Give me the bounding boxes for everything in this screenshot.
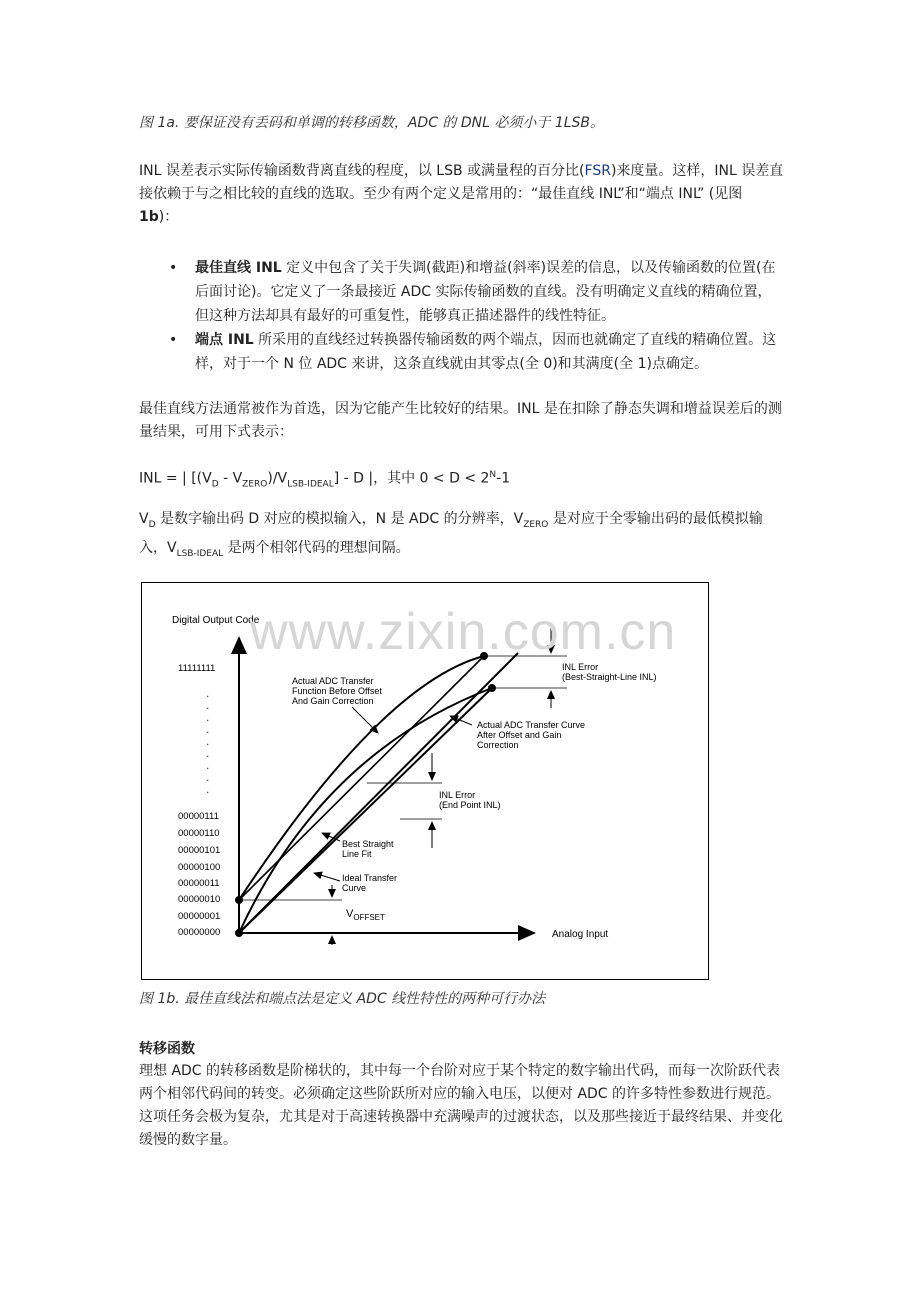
paragraph-inl-intro bbox=[139, 160, 784, 229]
code-label: 00000101 bbox=[178, 845, 221, 856]
formula-part: -1 bbox=[496, 470, 511, 487]
label-inl-bsl bbox=[562, 662, 657, 682]
code-label-top: 11111111 bbox=[178, 663, 216, 674]
svg-text:.: . bbox=[206, 686, 210, 700]
formula-sup: N bbox=[489, 470, 497, 480]
formula-sub: D bbox=[211, 479, 219, 490]
para1-text-c: )： bbox=[158, 209, 179, 225]
voffset-sub: OFFSET bbox=[353, 913, 385, 922]
label-line: Correction bbox=[477, 740, 519, 750]
voffset-label bbox=[346, 908, 385, 922]
label-line: INL Error bbox=[439, 790, 476, 800]
label-line: And Gain Correction bbox=[292, 696, 374, 706]
code-label: 00000100 bbox=[178, 862, 221, 873]
svg-text:.: . bbox=[206, 698, 210, 712]
bullet-icon: • bbox=[169, 332, 178, 348]
formula-sub: LSB-IDEAL bbox=[287, 479, 334, 490]
label-line: (Best-Straight-Line INL) bbox=[562, 672, 657, 682]
list-item bbox=[139, 328, 784, 376]
label-line: Actual ADC Transfer Curve bbox=[477, 720, 586, 730]
bullet-term: 最佳直线 INL bbox=[195, 260, 282, 276]
pointer-arrow bbox=[352, 707, 378, 733]
label-line: Curve bbox=[342, 883, 367, 893]
label-line: Ideal Transfer bbox=[342, 873, 398, 883]
section-heading: 转移函数 bbox=[139, 1041, 195, 1057]
label-inl-ep bbox=[439, 790, 501, 810]
code-label: 00000111 bbox=[178, 811, 219, 822]
var-part: 是对应于全零输出码的最低模拟输入，V bbox=[139, 511, 763, 556]
para1-text-b: )来度量。这样，INL 误差直接依赖于与之相比较的直线的选取。至少有两个定义是常用的：“最佳直线 INL”和“端点 INL” (见图 bbox=[139, 163, 784, 202]
code-label: 00000000 bbox=[178, 927, 221, 938]
svg-text:.: . bbox=[206, 770, 210, 784]
x-axis-title: Analog Input bbox=[552, 929, 609, 940]
figure-reference: 1b bbox=[139, 209, 159, 225]
label-line: (End Point INL) bbox=[439, 800, 501, 810]
label-line: Best Straight bbox=[342, 839, 394, 849]
label-actual-before bbox=[292, 676, 382, 706]
formula-part: INL = | [(V bbox=[139, 470, 212, 487]
code-label: 00000110 bbox=[178, 828, 220, 839]
svg-text:.: . bbox=[206, 758, 210, 772]
formula-part: ] - D |，其中 0 < D < 2 bbox=[333, 470, 490, 487]
bullet-text: 定义中包含了关于失调(截距)和增益(斜率)误差的信息，以及传输函数的位置(在后面讨论)。它定义了一条最接近 ADC 实际传输函数的直线。没有明确定义直线的精确位置，但这种方法却具有最好的可重复性，能够真正描述器件的线性特征。 bbox=[195, 260, 776, 324]
formula-sub: ZERO bbox=[242, 479, 268, 490]
bullet-term: 端点 INL bbox=[195, 332, 254, 348]
label-actual-after bbox=[477, 720, 585, 750]
label-line: After Offset and Gain bbox=[477, 730, 562, 740]
code-labels bbox=[178, 811, 220, 938]
label-line: Actual ADC Transfer bbox=[292, 676, 374, 686]
zero-point-marker bbox=[235, 929, 243, 937]
definition-list bbox=[139, 256, 784, 376]
formula-part: - V bbox=[218, 470, 243, 487]
y-axis-title: Digital Output Code bbox=[172, 615, 260, 626]
axis-dots bbox=[206, 686, 209, 796]
best-straight-line bbox=[239, 688, 492, 933]
label-best-line bbox=[342, 839, 394, 859]
para1-text-a: INL 误差表示实际传输函数背离直线的程度，以 LSB 或满量程的百分比( bbox=[139, 163, 585, 179]
code-label: 00000010 bbox=[178, 894, 221, 905]
var-sub: LSB-IDEAL bbox=[176, 548, 224, 559]
inl-formula bbox=[139, 464, 784, 496]
paragraph-variables bbox=[139, 508, 784, 566]
code-label: 00000011 bbox=[178, 878, 220, 889]
label-line: Function Before Offset bbox=[292, 686, 382, 696]
fsr-term: FSR bbox=[584, 163, 611, 179]
formula-part: )/V bbox=[267, 470, 288, 487]
watermark: www.zixin.com.cn bbox=[250, 603, 677, 661]
pointer-arrow bbox=[314, 873, 340, 881]
label-ideal-curve bbox=[342, 873, 397, 893]
code-label: 00000001 bbox=[178, 911, 221, 922]
voffset-v: V bbox=[346, 908, 354, 920]
var-part: 是两个相邻代码的理想间隔。 bbox=[223, 539, 410, 556]
svg-text:.: . bbox=[206, 734, 210, 748]
figure-1b-caption: 图 1b. 最佳直线法和端点法是定义 ADC 线性特性的两种可行办法 bbox=[139, 991, 546, 1007]
svg-text:.: . bbox=[206, 710, 210, 724]
figure-1a-caption: 图 1a. 要保证没有丢码和单调的转移函数，ADC 的 DNL 必须小于 1LSB。 bbox=[139, 115, 605, 131]
label-line: INL Error bbox=[562, 662, 599, 672]
bullet-text: 所采用的直线经过转换器传输函数的两个端点，因而也就确定了直线的精确位置。这样，对于一个 N 位 ADC 来讲，这条直线就由其零点(全 0)和其满度(全 1)点确定。 bbox=[195, 332, 777, 372]
paragraph-best-line: 最佳直线方法通常被作为首选，因为它能产生比较好的结果。INL 是在扣除了静态失调和增益误差后的测量结果，可用下式表示： bbox=[139, 401, 782, 440]
var-sub: D bbox=[148, 519, 156, 530]
label-line: Line Fit bbox=[342, 849, 372, 859]
list-item bbox=[139, 256, 784, 328]
var-part: V bbox=[139, 511, 149, 527]
var-part: 是数字输出码 D 对应的模拟输入，N 是 ADC 的分辨率，V bbox=[155, 511, 524, 527]
paragraph-transfer-function: 理想 ADC 的转移函数是阶梯状的，其中每一个台阶对应于某个特定的数字输出代码，而每一次阶跃代表两个相邻代码间的转变。必须确定这些阶跃所对应的输入电压，以便对 ADC 的许多特性参数进行规范。这项任务会极为复杂，尤其是对于高速转换器中充满噪声的过渡状态，以及那些接近于最终结果、并变化缓慢的数字量。 bbox=[139, 1063, 783, 1148]
bullet-icon: • bbox=[169, 260, 178, 276]
svg-text:.: . bbox=[206, 746, 210, 760]
svg-text:.: . bbox=[206, 782, 210, 796]
var-sub: ZERO bbox=[523, 519, 549, 530]
svg-text:.: . bbox=[206, 722, 210, 736]
